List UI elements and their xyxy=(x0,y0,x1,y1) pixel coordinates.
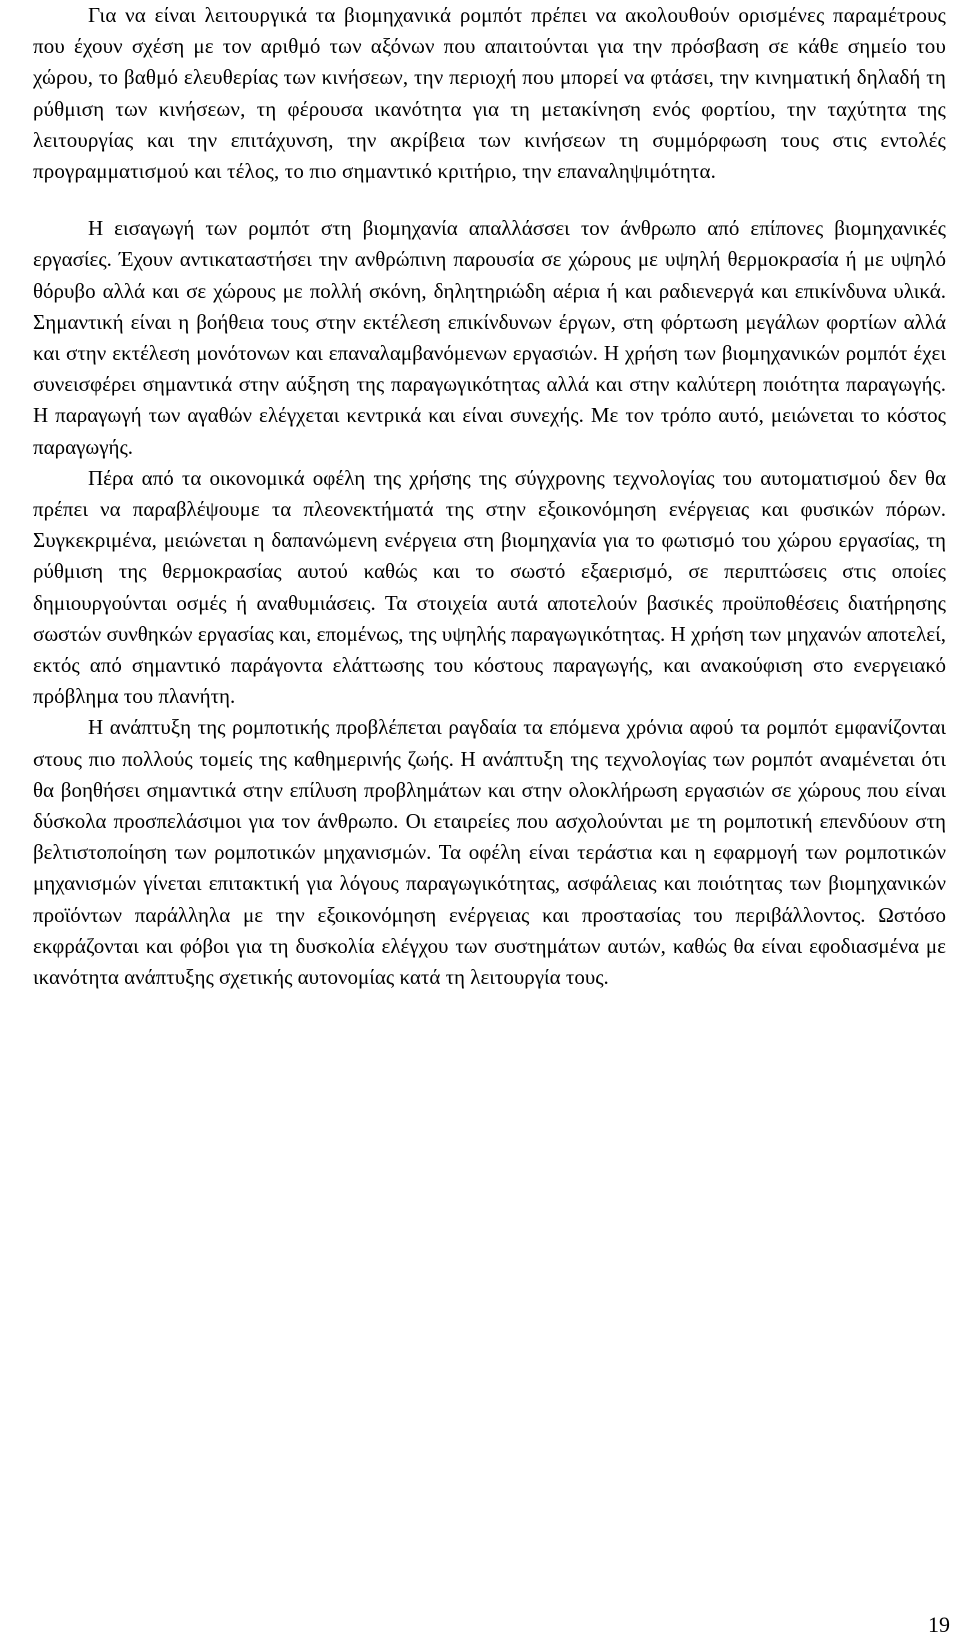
paragraph-economic-benefits: Πέρα από τα οικονομικά οφέλη της χρήσης της σύγχρονης τεχνολογίας του αυτοματισμού δεν θα πρέπει να παραβλέψουμε τα πλεονεκτήματά της στην εξοικονόμηση ενέργειας και φυσικών πόρων. Συγκεκριμένα, μειώνεται η δαπανώμενη ενέργεια στη βιομηχανία για το φωτισμό του χώρου εργασίας, τη ρύθμιση της θερμοκρασίας αυτού καθώς και το σωστό εξαερισμό, σε περιπτώσεις στις οποίες δημιουργούνται οσμές ή αναθυμιάσεις. Τα στοιχεία αυτά αποτελούν βασικές προϋποθέσεις διατήρησης σωστών συνθηκών εργασίας και, επομένως, της υψηλής παραγωγικότητας. Η χρήση των μηχανών αποτελεί, εκτός από σημαντικό παράγοντα ελάττωσης του κόστους παραγωγής, και ανακούφιση στο ενεργειακό πρόβλημα του πλανήτη. xyxy=(33,465,946,709)
page-number: 19 xyxy=(928,1612,950,1637)
paragraph-robotics-development: Η ανάπτυξη της ρομποτικής προβλέπεται ραγδαία τα επόμενα χρόνια αφού τα ρομπότ εμφανίζονται στους πιο πολλούς τομείς της καθημερινής ζωής. Η ανάπτυξη της τεχνολογίας των ρομπότ αναμένεται ότι θα βοηθήσει σημαντικά στην επίλυση προβλημάτων και στην ολοκλήρωση εργασιών σε χώρους που είναι δύσκολα προσπελάσιμοι για τον άνθρωπο. Οι εταιρείες που ασχολούνται με τη ρομποτική επενδύουν στη βελτιστοποίηση των ρομποτικών μηχανισμών. Τα οφέλη είναι τεράστια και η εφαρμογή των ρομποτικών μηχανισμών γίνεται επιτακτική για λόγους παραγωγικότητας, ασφάλειας και ποιότητας των βιομηχανικών προϊόντων παράλληλα με την εξοικονόμηση ενέργειας και προστασίας του περιβάλλοντος. Ωστόσο εκφράζονται και φόβοι για τη δυσκολία ελέγχου των συστημάτων αυτών, καθώς θα είναι εφοδιασμένα με ικανότητα ανάπτυξης σχετικής αυτονομίας κατά τη λειτουργία τους. xyxy=(33,715,946,990)
paragraph-robot-introduction: Η εισαγωγή των ρομπότ στη βιομηχανία απαλλάσσει τον άνθρωπο από επίπονες βιομηχανικές εργασίες. Έχουν αντικαταστήσει την ανθρώπινη παρουσία σε χώρους με υψηλή θερμοκρασία ή με υψηλό θόρυβο αλλά και σε χώρους με πολλή σκόνη, δηλητηριώδη αέρια ή και ραδιενεργά και επικίνδυνα υλικά. Σημαντική είναι η βοήθεια τους στην εκτέλεση επικίνδυνων έργων, στη φόρτωση μεγάλων φορτίων αλλά και στην εκτέλεση μονότονων και επαναλαμβανόμενων εργασιών. Η χρήση των βιομηχανικών ρομπότ έχει συνεισφέρει σημαντικά στην αύξηση της παραγωγικότητας αλλά και στην καλύτερη ποιότητα παραγωγής. Η παραγωγή των αγαθών ελέγχεται κεντρικά και είναι συνεχής. Με τον τρόπο αυτό, μειώνεται το κόστος παραγωγής. xyxy=(33,216,946,459)
paragraph-robot-parameters: Για να είναι λειτουργικά τα βιομηχανικά ρομπότ πρέπει να ακολουθούν ορισμένες παραμέτρους που έχουν σχέση με τον αριθμό των αξόνων που απαιτούνται για την πρόσβαση σε κάθε σημείο του χώρου, το βαθμό ελευθερίας των κινήσεων, την περιοχή που μπορεί να φτάσει, την κινηματική δηλαδή τη ρύθμιση των κινήσεων, τη φέρουσα ικανότητα για τη μετακίνηση ενός φορτίου, την ταχύτητα της λειτουργίας και την επιτάχυνση, την ακρίβεια των κινήσεων τη συμμόρφωση τους στις εντολές προγραμματισμού και τέλος, το πιο σημαντικό κριτήριο, την επαναληψιμότητα. xyxy=(33,3,946,184)
document-page xyxy=(33,0,946,993)
